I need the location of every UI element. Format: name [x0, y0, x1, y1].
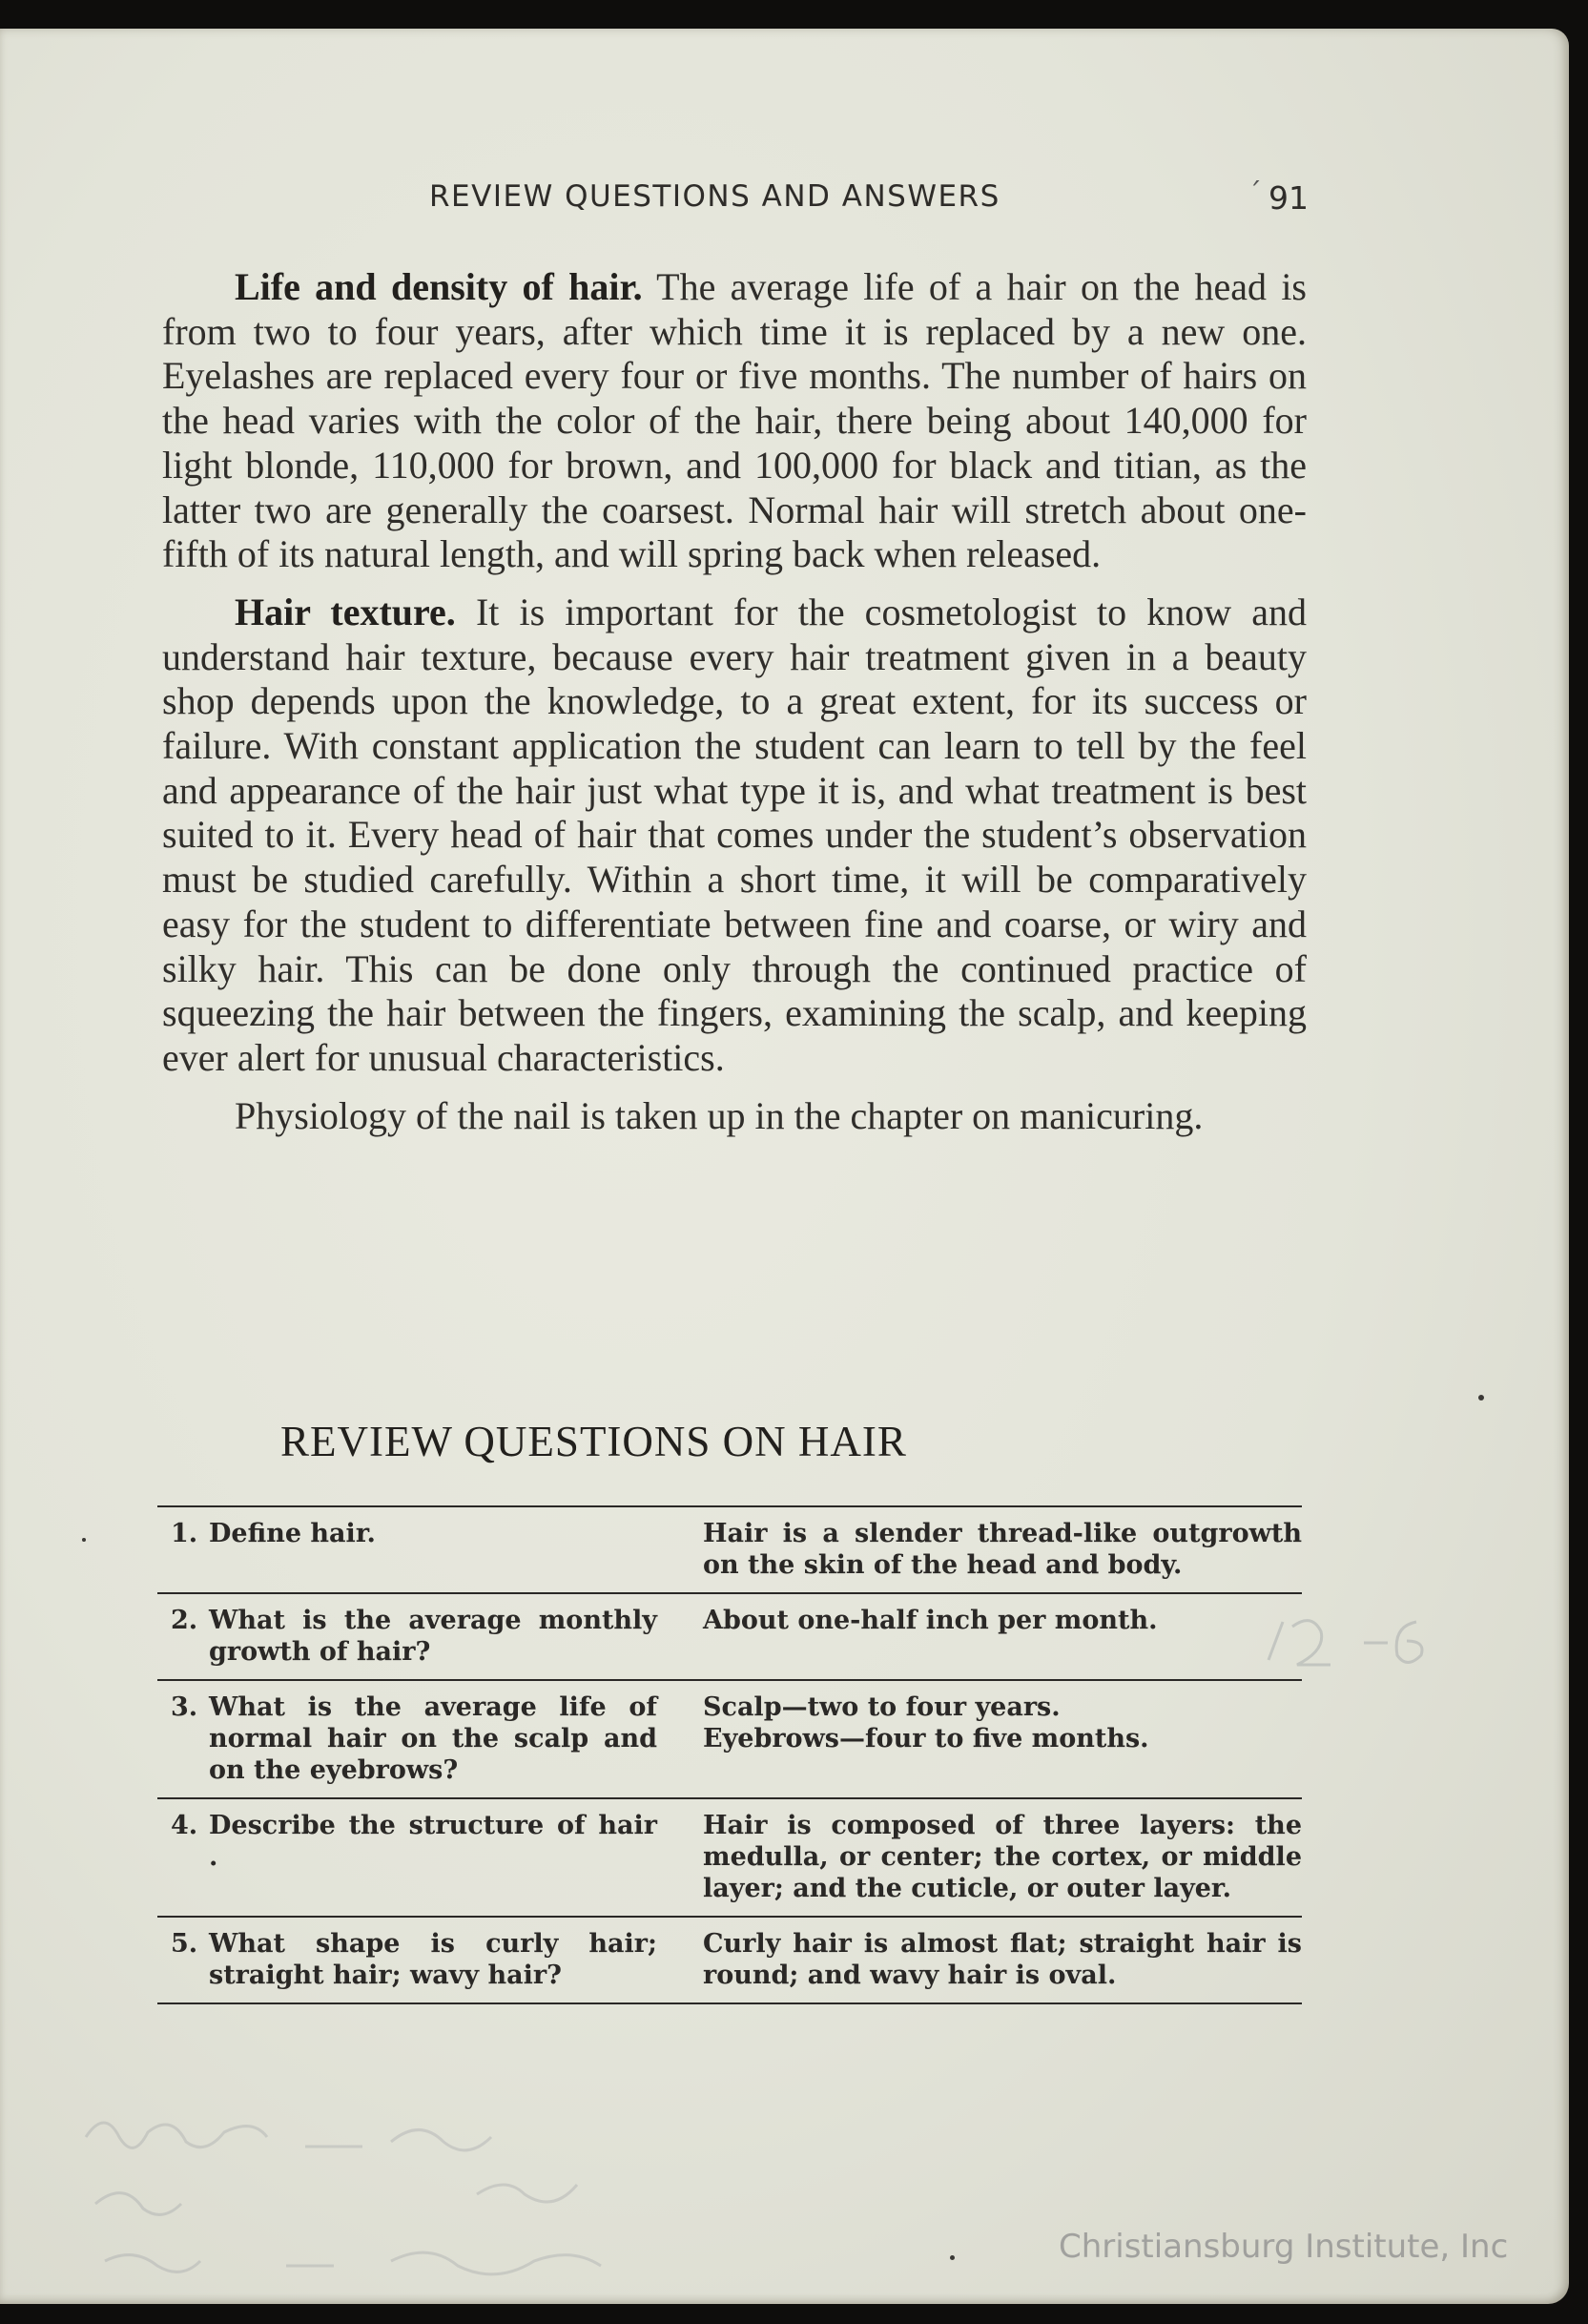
question-number: 2. — [171, 1606, 198, 1635]
section-heading: REVIEW QUESTIONS ON HAIR — [280, 1418, 907, 1465]
running-head: REVIEW QUESTIONS AND ANSWERS — [429, 179, 1000, 214]
paragraph-life-density — [162, 265, 1307, 577]
paragraph-text: Physiology of the nail is taken up in the chapter on manicuring. — [235, 1093, 1204, 1137]
table-row — [157, 1594, 1302, 1681]
run-in-heading: Life and density of hair. — [235, 265, 643, 308]
body-text — [162, 265, 1307, 1152]
table-row — [157, 1799, 1302, 1918]
question-number: 3. — [171, 1692, 198, 1722]
run-in-heading: Hair texture. — [235, 590, 456, 633]
watermark: Christiansburg Institute, Inc — [1059, 2228, 1509, 2266]
question-text: What is the average life of normal hair on the scalp and on the eyebrows? — [209, 1692, 657, 1785]
pencil-scribble-marks — [76, 2099, 935, 2299]
paragraph-text: The average life of a hair on the head is from two to four years, after which time it is replaced by a new one. Eyelashes are replaced every four or five months. The number of hairs on the head varies with the color of the hair, there being about 140,000 for light blonde, 110,000 for brown, and 100,000 for black and titian, as the latter two are generally the coarsest. Normal hair will stretch about one-fifth of its natural length, and will spring back when released. — [162, 265, 1307, 576]
paragraph-hair-texture — [162, 591, 1307, 1081]
table-row — [157, 1681, 1302, 1799]
paper-speck — [82, 1538, 86, 1542]
book-page — [0, 29, 1569, 2304]
answer-text: Hair is composed of three layers: the medulla, or center; the cortex, or middle layer; and the cuticle, or outer layer. — [703, 1811, 1302, 1903]
question-cell — [157, 1810, 663, 1904]
question-text: What shape is curly hair; straight hair; wavy hair? — [209, 1929, 657, 1990]
question-text: What is the average monthly growth of hair? — [209, 1606, 657, 1667]
question-cell — [157, 1928, 663, 1991]
table-row — [157, 1918, 1302, 2002]
question-cell — [157, 1605, 663, 1668]
answer-text: Hair is a slender thread-like outgrowth on the skin of the head and body. — [703, 1519, 1302, 1580]
paper-speck — [950, 2255, 955, 2260]
question-number: 5. — [171, 1929, 198, 1959]
page-number: 91 — [1268, 179, 1309, 217]
pencil-tick-mark: ´ — [1248, 177, 1262, 211]
paragraph-nail-note — [162, 1094, 1307, 1139]
question-text: Describe the structure of hair . — [209, 1811, 657, 1872]
answer-text: About one-half inch per month. — [703, 1606, 1158, 1635]
question-number: 4. — [171, 1811, 198, 1840]
question-number: 1. — [171, 1519, 198, 1548]
pencil-margin-mark — [1249, 1603, 1459, 1679]
question-text: Define hair. — [209, 1519, 376, 1548]
paragraph-text: It is important for the cosmetologist to know and understand hair texture, because every hair treatment given in a beauty shop depends upon the knowledge, to a great extent, for its success or failure. With constant application the student can learn to tell by the feel and appearance of the hair just what type it is, and what treatment is best suited to it. Every head of hair that comes under the student’s observation must be studied carefully. Within a short time, it will be comparatively easy for the student to differentiate between fine and coarse, or wiry and silky hair. This can be done only through the continued practice of squeezing the hair between the fingers, examining the scalp, and keeping ever alert for unusual characteristics. — [162, 590, 1308, 1079]
answer-text: Curly hair is almost flat; straight hair is round; and wavy hair is oval. — [703, 1929, 1302, 1990]
answer-text: Scalp—two to four years. Eyebrows—four to five months. — [703, 1692, 1149, 1753]
question-cell — [157, 1691, 663, 1786]
review-table — [157, 1505, 1302, 2004]
table-row — [157, 1507, 1302, 1594]
question-cell — [157, 1518, 663, 1581]
paper-speck — [1478, 1395, 1484, 1401]
